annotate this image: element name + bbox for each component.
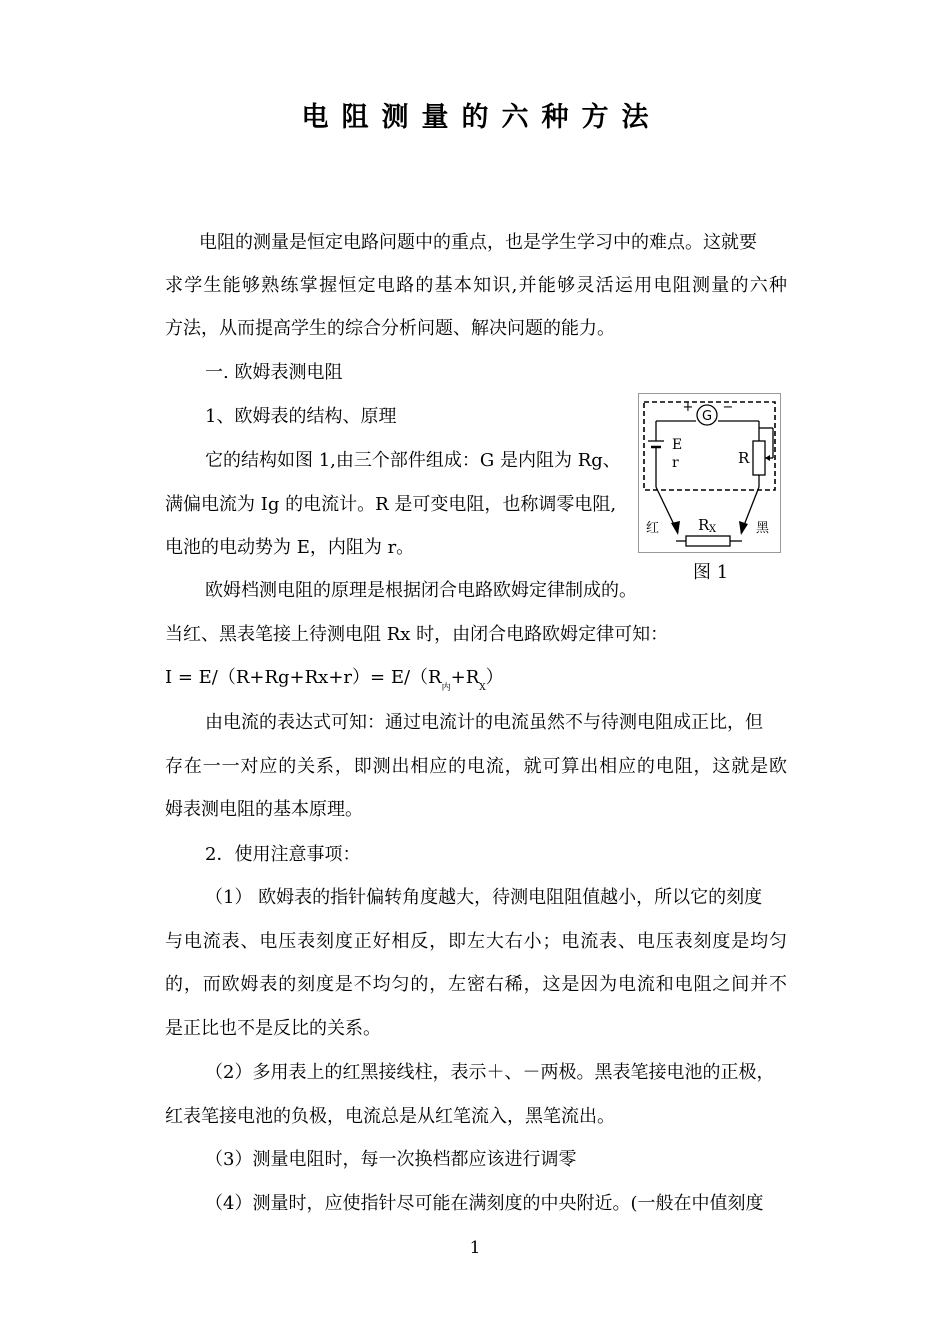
minus-label: − (722, 400, 734, 415)
variable-resistor (753, 441, 765, 475)
note-3: （3）测量电阻时，每一次换档都应该进行调零 (205, 1149, 577, 1170)
formula (165, 667, 504, 699)
red-probe-label: 红 (646, 521, 660, 536)
resistor-r-label: R (738, 449, 750, 467)
formula-plus: +R (450, 667, 480, 688)
note-1-line-2: 与电流表、电压表刻度正好相反，即左大右小；电流表、电压表刻度是均匀 (165, 931, 787, 952)
explain-line-2: 存在一一对应的关系，即测出相应的电流，就可算出相应的电阻，这就是欧 (165, 756, 787, 777)
formula-subscript-internal: 内 (441, 683, 451, 693)
note-1-line-4: 是正比也不是反比的关系。 (165, 1018, 381, 1039)
rx-subscript: X (709, 524, 717, 535)
galvanometer-label: G (701, 409, 713, 424)
subsection-heading-1: 1、欧姆表的结构、原理 (205, 406, 397, 427)
ohmmeter-circuit-figure (638, 393, 781, 553)
rx-label: R (698, 516, 710, 534)
structure-line-1: 它的结构如图 1,由三个部件组成：G 是内阻为 Rg、 (205, 450, 621, 471)
section-heading: 一. 欧姆表测电阻 (205, 362, 343, 383)
structure-line-2: 满偏电流为 Ig 的电流计。R 是可变电阻，也称调零电阻, (165, 494, 617, 515)
note-2-line-1: （2）多用表上的红黑接线柱，表示＋、－两极。黑表笔接电池的正极， (205, 1062, 775, 1083)
intro-line-1: 电阻的测量是恒定电路问题中的重点，也是学生学习中的难点。这就要 (199, 232, 757, 253)
note-1-line-1: （1） 欧姆表的指针偏转角度越大，待测电阻阻值越小，所以它的刻度 (205, 887, 763, 908)
page-title: 电阻测量的六种方法 (301, 102, 662, 133)
probe-connect-line: 当红、黑表笔接上待测电阻 Rx 时，由闭合电路欧姆定律可知： (165, 624, 669, 645)
note-4: （4）测量时，应使指针尽可能在满刻度的中央附近。(一般在中值刻度 (205, 1193, 764, 1214)
formula-subscript-x: X (479, 683, 486, 693)
note-1-line-3: 的，而欧姆表的刻度是不均匀的，左密右稀，这是因为电流和电阻之间并不 (165, 974, 787, 995)
explain-line-3: 姆表测电阻的基本原理。 (165, 799, 363, 820)
formula-main: I = E/（R+Rg+Rx+r）= E/（R (165, 667, 442, 688)
plus-label: + (682, 400, 694, 415)
battery-r-label: r (672, 455, 679, 471)
structure-line-3: 电池的电动势为 E，内阻为 r。 (165, 537, 415, 558)
formula-end: ） (485, 667, 504, 688)
principle-line: 欧姆档测电阻的原理是根据闭合电路欧姆定律制成的。 (205, 580, 637, 601)
black-probe-label: 黑 (756, 521, 770, 536)
subsection-heading-2: 2．使用注意事项： (205, 844, 361, 865)
note-2-line-2: 红表笔接电池的负极，电流总是从红笔流入，黑笔流出。 (165, 1106, 615, 1127)
intro-line-2: 求学生能够熟练掌握恒定电路的基本知识,并能够灵活运用电阻测量的六种 (165, 275, 787, 296)
test-resistor-rx (686, 536, 730, 546)
intro-line-3: 方法，从而提高学生的综合分析问题、解决问题的能力。 (165, 318, 615, 339)
page-number: 1 (469, 1238, 481, 1258)
figure-caption: 图 1 (693, 562, 729, 583)
explain-line-1: 由电流的表达式可知：通过电流计的电流虽然不与待测电阻成正比，但 (205, 712, 763, 733)
circuit-diagram (638, 393, 781, 553)
battery-e-label: E (672, 437, 683, 453)
